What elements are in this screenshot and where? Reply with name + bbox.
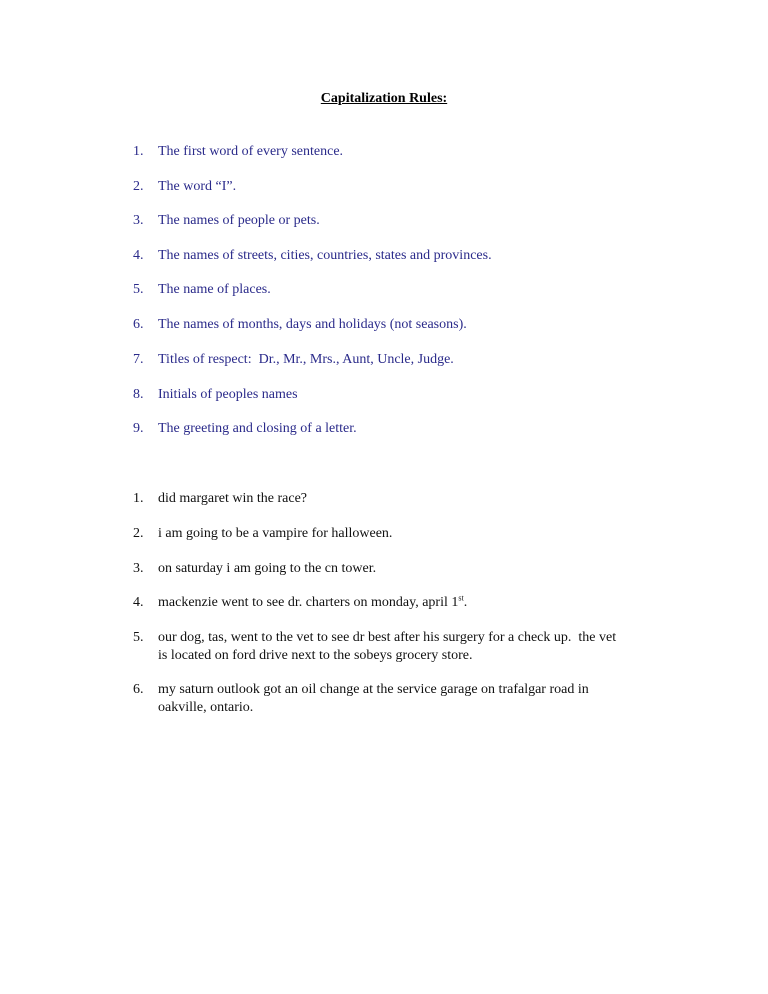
- rule-number: 5.: [133, 282, 144, 297]
- exercise-text: did margaret win the race?: [158, 491, 308, 506]
- exercise-text-line-1: my saturn outlook got an oil change at the service garage on trafalgar road in: [158, 682, 589, 697]
- exercise-text-line-2: oakville, ontario.: [158, 700, 254, 715]
- rule-number: 4.: [133, 248, 144, 263]
- ordinal-suffix: st: [458, 593, 464, 603]
- page-title: Capitalization Rules:: [320, 91, 448, 106]
- rule-number: 1.: [133, 144, 144, 159]
- exercise-number: 5.: [133, 630, 144, 645]
- rule-text: The names of people or pets.: [158, 213, 320, 228]
- rule-number: 2.: [133, 179, 144, 194]
- rule-number: 7.: [133, 352, 144, 367]
- exercise-text: on saturday i am going to the cn tower.: [158, 561, 377, 576]
- rule-text: Initials of peoples names: [158, 387, 298, 402]
- exercise-number: 1.: [133, 491, 144, 506]
- exercise-text-main: mackenzie went to see dr. charters on monday, april 1: [158, 595, 459, 610]
- exercise-number: 6.: [133, 682, 144, 697]
- rule-text: The names of streets, cities, countries, states and provinces.: [158, 248, 492, 263]
- exercise-text-end: .: [463, 595, 468, 610]
- rule-text: Titles of respect: Dr., Mr., Mrs., Aunt, Uncle, Judge.: [158, 352, 454, 367]
- rule-text: The greeting and closing of a letter.: [158, 421, 357, 436]
- exercise-text-line-1: our dog, tas, went to the vet to see dr best after his surgery for a check up. the vet: [158, 630, 617, 645]
- exercise-text: i am going to be a vampire for halloween.: [158, 526, 393, 541]
- rule-number: 8.: [133, 387, 144, 402]
- rule-number: 6.: [133, 317, 144, 332]
- exercise-number: 2.: [133, 526, 144, 541]
- exercise-number: 4.: [133, 595, 144, 610]
- rule-text: The first word of every sentence.: [158, 144, 344, 159]
- rule-text: The names of months, days and holidays (not seasons).: [158, 317, 467, 332]
- rule-text: The word “I”.: [158, 179, 237, 194]
- exercise-text: [158, 594, 658, 612]
- rule-number: 3.: [133, 213, 144, 228]
- exercise-number: 3.: [133, 561, 144, 576]
- exercise-text-line-2: is located on ford drive next to the sobeys grocery store.: [158, 648, 473, 663]
- rule-number: 9.: [133, 421, 144, 436]
- rule-text: The name of places.: [158, 282, 271, 297]
